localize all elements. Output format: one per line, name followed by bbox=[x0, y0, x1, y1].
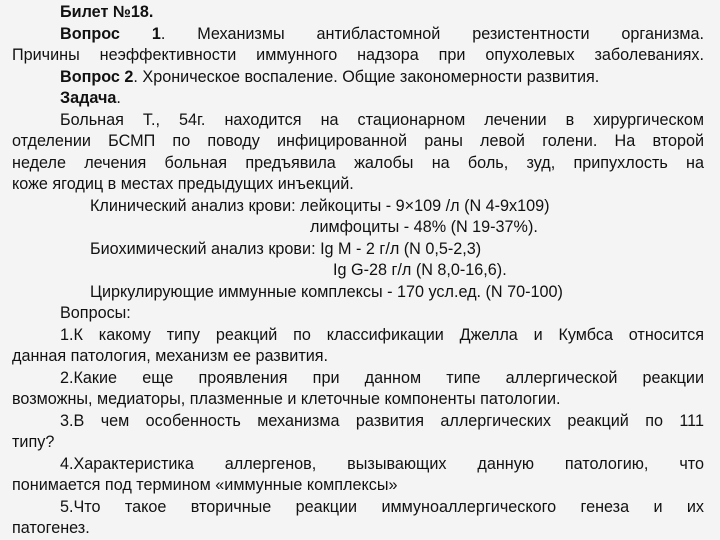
question-item-5-b: патогенез. bbox=[12, 519, 90, 537]
lab-immune-complexes: Циркулирующие иммунные комплексы - 170 усл.ед. (N 70-100) bbox=[90, 282, 563, 301]
question-2 bbox=[12, 67, 704, 89]
lab-blood-count: Клинический анализ крови: лейкоциты - 9×109 /л (N 4-9х109) bbox=[90, 196, 550, 215]
task-heading bbox=[12, 88, 704, 110]
ticket-title bbox=[12, 2, 704, 24]
question-1-label: Вопрос 1 bbox=[60, 24, 161, 43]
case-line-4: коже ягодиц в местах предыдущих инъекций. bbox=[12, 175, 354, 193]
question-item-2-a: 2.Какие еще проявления при данном типе аллергической реакции bbox=[60, 368, 704, 387]
lab-biochemistry: Биохимический анализ крови: Ig M - 2 г/л (N 0,5-2,3) bbox=[90, 239, 482, 258]
question-item-1-b: данная патология, механизм ее развития. bbox=[12, 347, 329, 365]
case-line-3: неделе лечения больная предъявила жалобы на боль, зуд, припухлость на bbox=[12, 153, 704, 172]
task-label: Задача bbox=[60, 89, 117, 107]
question-item-4-a: 4.Характеристика аллергенов, вызывающих данную патологию, что bbox=[60, 454, 704, 473]
questions-header: Вопросы: bbox=[60, 304, 131, 322]
question-1-text-a: . Механизмы антибластомной резистентности организма. bbox=[160, 24, 705, 43]
question-item-3-b: типу? bbox=[12, 433, 55, 451]
lab-lymphocytes: лимфоциты - 48% (N 19-37%). bbox=[310, 218, 538, 236]
question-1-line-1 bbox=[12, 24, 704, 46]
question-item-5-a: 5.Что такое вторичные реакции иммуноаллергического генеза и их bbox=[60, 497, 704, 516]
question-2-text: . Хроническое воспаление. Общие закономерности развития. bbox=[133, 67, 600, 86]
question-item-4-b: понимается под термином «иммунные комплексы» bbox=[12, 476, 398, 494]
question-item-3-a: 3.В чем особенность механизма развития аллергических реакций по 111 bbox=[60, 411, 704, 430]
case-line-1: Больная Т., 54г. находится на стационарном лечении в хирургическом bbox=[60, 110, 704, 129]
lab-igg: Ig G-28 г/л (N 8,0-16,6). bbox=[333, 261, 507, 279]
case-line-2: отделении БСМП по поводу инфицированной раны левой голени. На второй bbox=[12, 132, 704, 150]
task-label-dot: . bbox=[116, 89, 121, 107]
question-item-2-b: возможны, медиаторы, плазменные и клеточные компоненты патологии. bbox=[12, 390, 561, 408]
question-2-label: Вопрос 2 bbox=[60, 67, 134, 86]
question-item-1-a: 1.К какому типу реакций по классификации Джелла и Кумбса относится bbox=[60, 325, 704, 344]
question-1-line-2: Причины неэффективности иммунного надзора при опухолевых заболеваниях. bbox=[12, 46, 704, 64]
ticket-title-text: Билет №18. bbox=[60, 3, 154, 21]
